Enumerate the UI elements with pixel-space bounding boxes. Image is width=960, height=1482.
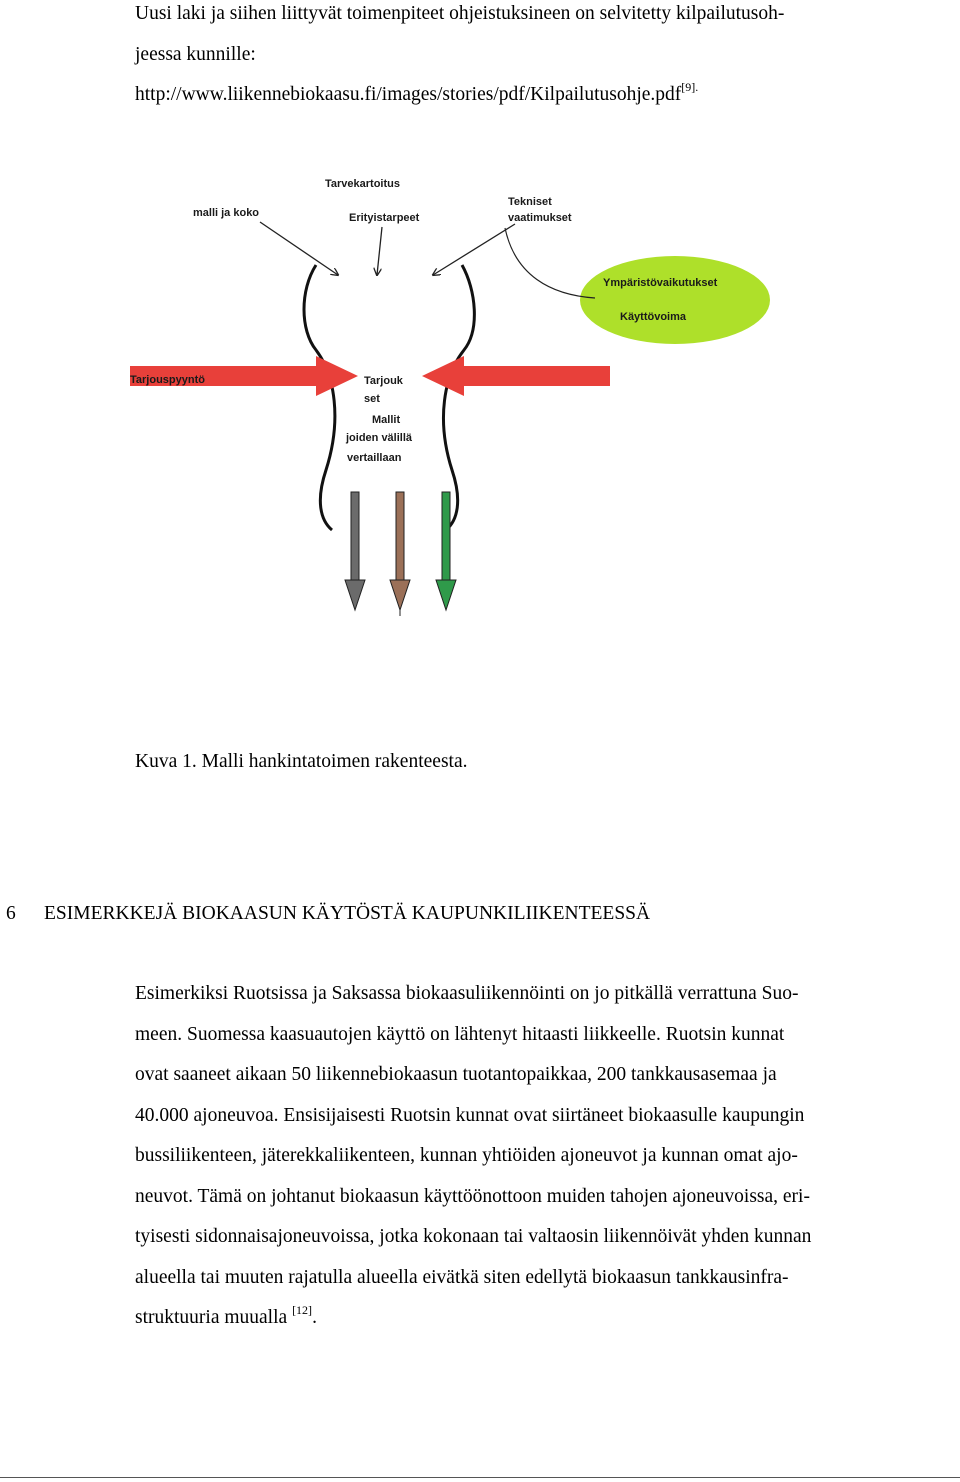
label-set: set bbox=[364, 393, 380, 405]
label-vaatimukset: vaatimukset bbox=[508, 212, 572, 224]
body-last-text: struktuuria muualla bbox=[135, 1307, 288, 1328]
body-last-line bbox=[135, 1298, 955, 1339]
brown-arrow bbox=[390, 492, 410, 616]
label-tarjouk: Tarjouk bbox=[364, 375, 403, 387]
label-tarvekartoitus: Tarvekartoitus bbox=[325, 178, 400, 190]
figure-caption: Kuva 1. Malli hankintatoimen rakenteesta. bbox=[135, 751, 468, 772]
intro-url-ref: [9]. bbox=[681, 80, 699, 94]
intro-url[interactable]: http://www.liikennebiokaasu.fi/images/stories/pdf/Kilpailutusohje.pdf bbox=[135, 84, 682, 105]
intro-line: Uusi laki ja siihen liittyvät toimenpiteet ohjeistuksineen on selvitetty kilpailutusoh- bbox=[135, 3, 785, 24]
label-erityistarpeet: Erityistarpeet bbox=[349, 212, 420, 224]
section-title: ESIMERKKEJÄ BIOKAASUN KÄYTÖSTÄ KAUPUNKILIIKENTEESSÄ bbox=[44, 903, 651, 924]
connector-environment bbox=[505, 228, 595, 298]
body-ref: [12] bbox=[292, 1303, 313, 1317]
label-kayttovoima: Käyttövoima bbox=[620, 311, 687, 323]
intro-line: jeessa kunnille: bbox=[135, 43, 256, 65]
body-line: bussiliikenteen, jäterekkaliikenteen, kunnan yhtiöiden ajoneuvot ja kunnan omat ajo- bbox=[135, 1145, 798, 1166]
funnel-left bbox=[304, 265, 335, 530]
body-last-end: . bbox=[312, 1307, 317, 1328]
arrow-malli bbox=[260, 222, 338, 275]
label-ymparistovaikutukset: Ympäristövaikutukset bbox=[603, 277, 718, 289]
funnel-right bbox=[443, 265, 474, 530]
arrow-erityistarpeet bbox=[377, 227, 382, 275]
body-line: meen. Suomessa kaasuautojen käyttö on lähtenyt hitaasti liikkeelle. Ruotsin kunnat bbox=[135, 1023, 785, 1045]
body-paragraph bbox=[135, 974, 955, 1339]
procurement-diagram bbox=[120, 170, 800, 630]
body-line: neuvot. Tämä on johtanut biokaasun käyttöönottoon muiden tahojen ajoneuvoissa, eri- bbox=[135, 1185, 810, 1207]
body-line: ovat saaneet aikaan 50 liikennebiokaasun tuotantopaikkaa, 200 tankkausasemaa ja bbox=[135, 1064, 777, 1085]
label-vertaillaan: vertaillaan bbox=[347, 452, 402, 464]
label-mallit: Mallit bbox=[372, 414, 401, 426]
red-arrow-right bbox=[422, 356, 610, 396]
environment-ellipse bbox=[580, 256, 770, 344]
label-tarjouspyynto: Tarjouspyyntö bbox=[130, 374, 205, 386]
green-arrow bbox=[436, 492, 456, 610]
gray-arrow bbox=[345, 492, 365, 610]
body-line: tyisesti sidonnaisajoneuvoissa, jotka kokonaan tai valtaosin liikennöivät yhden kunnan bbox=[135, 1226, 812, 1247]
intro-url-line bbox=[135, 75, 955, 116]
intro-paragraph bbox=[135, 0, 955, 116]
body-line: alueella tai muuten rajatulla alueella eivätkä siten edellytä biokaasun tankkausinfra- bbox=[135, 1266, 789, 1288]
footer-rule bbox=[0, 1477, 960, 1478]
label-malli-ja-koko: malli ja koko bbox=[193, 207, 260, 219]
arrow-tekniset bbox=[433, 224, 515, 275]
body-line: 40.000 ajoneuvoa. Ensisijaisesti Ruotsin kunnat ovat siirtäneet biokaasulle kaupungin bbox=[135, 1104, 805, 1126]
section-number: 6 bbox=[6, 903, 16, 924]
section-heading bbox=[6, 900, 650, 928]
body-line: Esimerkiksi Ruotsissa ja Saksassa biokaasuliikennöinti on jo pitkällä verrattuna Suo- bbox=[135, 983, 799, 1004]
label-tekniset: Tekniset bbox=[508, 196, 552, 208]
label-joiden-valilla: joiden välillä bbox=[346, 432, 413, 444]
